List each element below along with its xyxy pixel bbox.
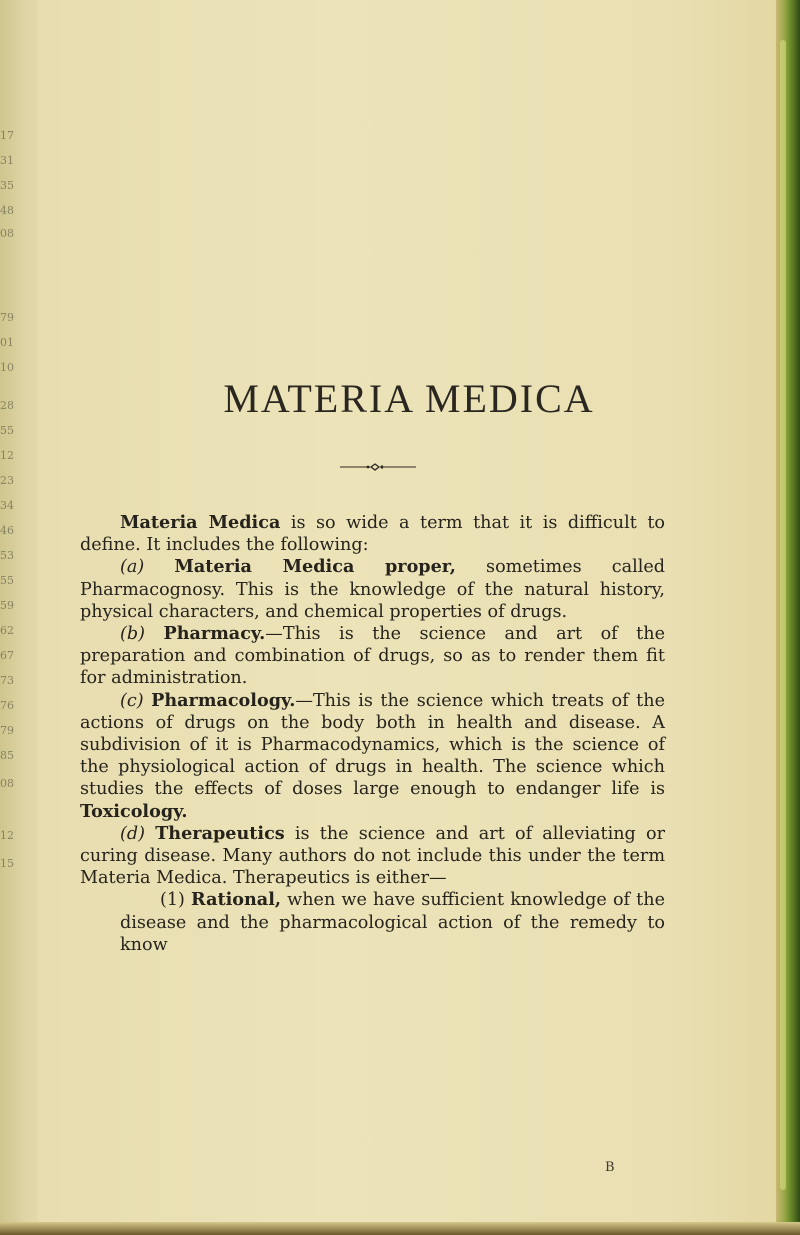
item-a-marker: (a) [120, 557, 145, 578]
sub-item-1-heading: Rational, [191, 889, 282, 911]
edge-number: 28 [0, 399, 14, 412]
item-c-text: —This is the science which treats of the actions of drugs on the body both in health and disease. A subdivision of it is Pharmacodynamics, which is the science of the physiological action of drugs in health. The science which studies the effects of doses large enough to endanger life is [80, 690, 665, 800]
sub-item-1-text: when we have sufficient knowledge of the disease and the pharmacological action of the remedy to know [120, 890, 665, 955]
sub-item-1 [80, 889, 665, 956]
sub-item-1-marker: (1) [160, 890, 185, 911]
edge-number: 79 [0, 724, 14, 737]
edge-number: 35 [0, 179, 14, 192]
item-b [80, 623, 665, 690]
edge-number: 10 [0, 361, 14, 374]
edge-number: 12 [0, 829, 14, 842]
book-page [38, 0, 780, 1222]
item-c-marker: (c) [120, 690, 144, 711]
signature-mark: B [605, 1160, 615, 1175]
item-a-text: sometimes called Pharmacognosy. This is the knowledge of the natural history, physical characters, and chemical properties of drugs. [80, 557, 665, 622]
item-d [80, 823, 665, 890]
edge-number: 55 [0, 424, 14, 437]
edge-number: 59 [0, 599, 14, 612]
item-d-text: is the science and art of alleviating or curing disease. Many authors do not include this under the term Materia Medica. Therapeutics is either— [80, 823, 666, 889]
item-b-heading: Pharmacy. [163, 623, 266, 645]
edge-number: 01 [0, 336, 14, 349]
edge-number: 67 [0, 649, 14, 662]
left-margin-strip [0, 0, 38, 1235]
item-b-marker: (b) [120, 624, 145, 645]
item-d-marker: (d) [120, 823, 145, 844]
item-c-tail: Toxicology. [80, 800, 188, 822]
edge-number: 79 [0, 311, 14, 324]
edge-number: 23 [0, 474, 14, 487]
item-c [80, 690, 665, 823]
binding-edge [776, 0, 800, 1235]
item-a [80, 556, 665, 623]
edge-number: 15 [0, 857, 14, 870]
item-c-heading: Pharmacology. [151, 689, 296, 711]
edge-number: 55 [0, 574, 14, 587]
page-title: MATERIA MEDICA [223, 376, 595, 421]
item-a-heading: Materia Medica proper, [174, 556, 456, 578]
item-b-text: —This is the science and art of the preparation and combination of drugs, so as to render them fit for administration. [80, 624, 665, 689]
edge-number: 08 [0, 227, 14, 240]
edge-number: 48 [0, 204, 14, 217]
edge-number: 31 [0, 154, 14, 167]
edge-number: 17 [0, 129, 14, 142]
intro-lead: Materia Medica [120, 512, 281, 533]
edge-number: 62 [0, 624, 14, 637]
edge-number: 12 [0, 449, 14, 462]
edge-number: 08 [0, 777, 14, 790]
intro-paragraph [80, 512, 665, 556]
edge-number: 73 [0, 674, 14, 687]
bottom-page-edge [0, 1222, 800, 1235]
body-text [80, 512, 665, 956]
edge-number: 76 [0, 699, 14, 712]
edge-number: 53 [0, 549, 14, 562]
edge-number: 34 [0, 499, 14, 512]
edge-number: 85 [0, 749, 14, 762]
item-d-heading: Therapeutics [155, 822, 285, 844]
ornamental-divider-icon [340, 462, 416, 472]
edge-number: 46 [0, 524, 14, 537]
intro-text: is so wide a term that it is difficult to define. It includes the following: [80, 513, 665, 556]
